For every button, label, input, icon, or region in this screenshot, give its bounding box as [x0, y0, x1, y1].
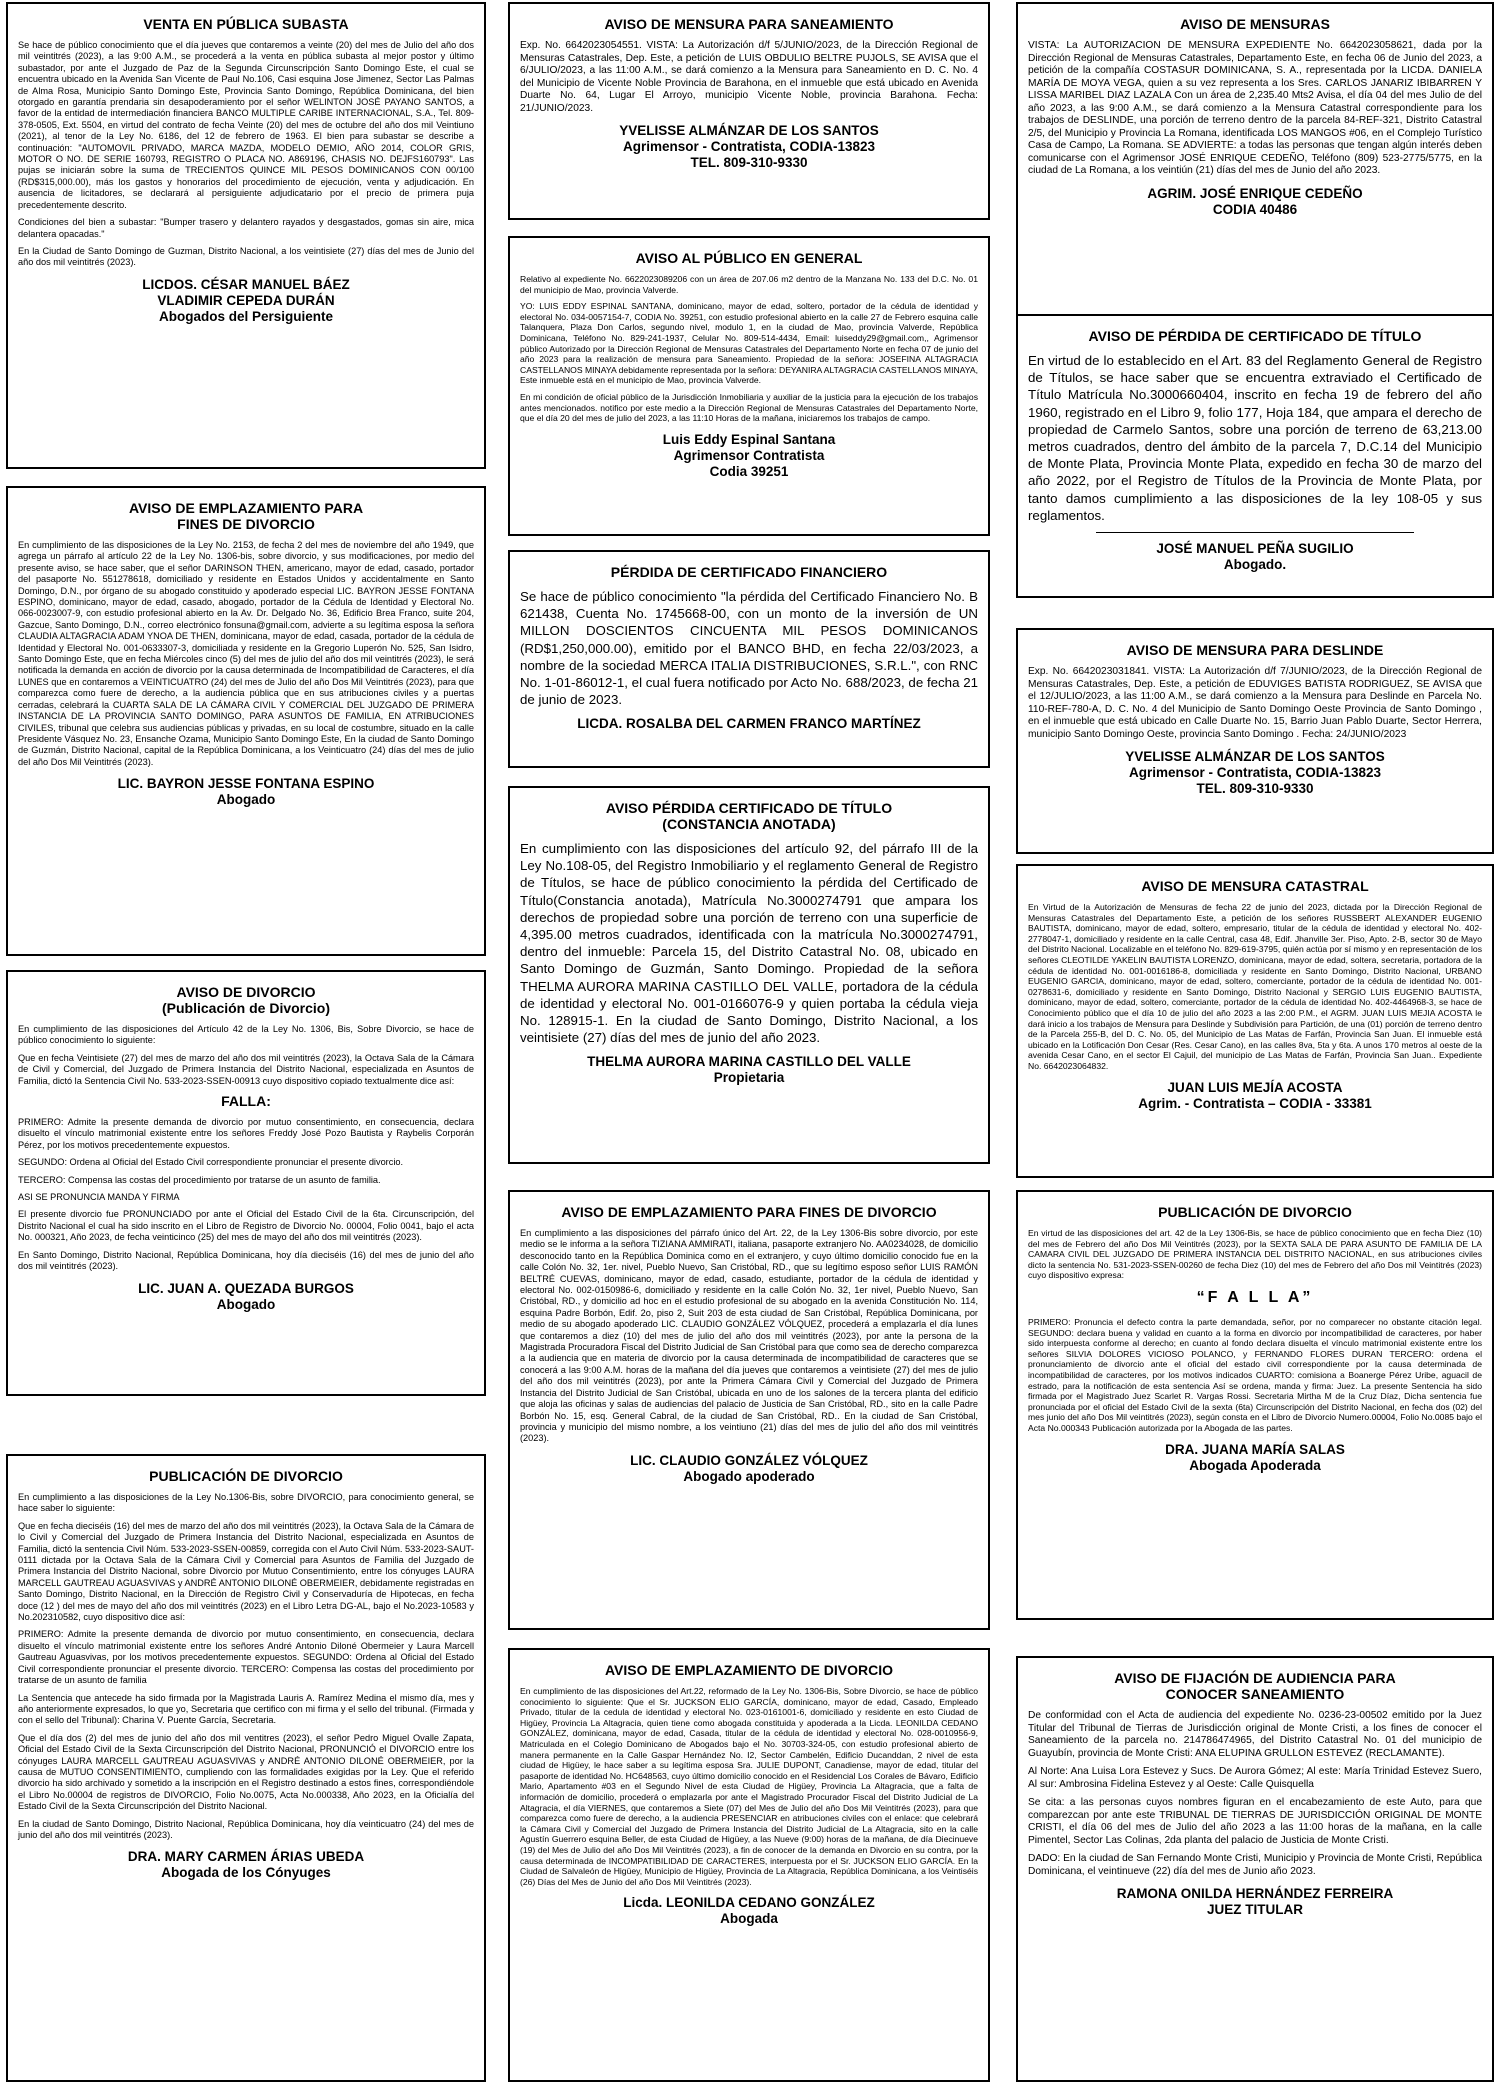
notice-public-auction: [6, 2, 486, 469]
notice-title: AVISO DE MENSURA PARA DESLINDE: [1126, 642, 1384, 658]
notice-paragraph: En cumplimiento a las disposiciones de la Ley No.1306-Bis, sobre DIVORCIO, para conocimiento general, se hace saber lo siguiente:: [18, 1492, 474, 1514]
notice-title: AVISO AL PÚBLICO EN GENERAL: [635, 250, 863, 266]
notice-title: AVISO DE DIVORCIO (Publicación de Divorcio): [161, 984, 331, 1016]
notice-lost-financial-certificate: [508, 550, 990, 768]
notice-paragraph: En cumplimiento de las disposiciones del Artículo 42 de la Ley No. 1306, Bis, Sobre Divorcio, se hace de público conocimiento lo siguiente:: [18, 1024, 474, 1046]
notice-signature: YVELISSE ALMÁNZAR DE LOS SANTOS Agrimensor - Contratista, CODIA-13823 TEL. 809-310-9330: [619, 123, 879, 170]
ruling-heading: FALLA:: [221, 1093, 271, 1110]
notice-survey-deslinde: [1016, 628, 1494, 854]
notice-divorce-summons-1: [6, 486, 486, 956]
notice-hearing-sanitation: [1016, 1656, 1494, 2082]
notice-signature: DRA. JUANA MARÍA SALAS Abogada Apoderada: [1165, 1441, 1345, 1473]
notice-general-public: [508, 236, 990, 536]
notice-paragraph: En cumplimiento con las disposiciones del artículo 92, del párrafo III de la Ley No.108-05, del Registro Inmobiliario y el reglamento General de Registro de Títulos, se hace de público conocimiento la pérdida del Certificado de Título(Constancia anotada), Matrícula No.3000274791 que ampara los derechos de propiedad sobre una porción de terreno con una superficie de 4,395.00 metros cuadrados, identificada con la matrícula No.3000274791, dentro del inmueble: Parcela 15, del Distrito Catastral No. 08, ubicado en Santo Domingo de Guzmán, Santo Domingo. Propiedad de la señora THELMA AURORA MARINA CASTILLO DEL VALLE, portadora de la cédula de identidad y electoral No. 001-0166076-9 y quien portaba la cédula vieja No. 128915-1. En la ciudad de Santo Domingo, Distrito Nacional, a los veintisiete (27) días del mes de junio del año 2023.: [520, 841, 978, 1046]
notice-paragraph: La Sentencia que antecede ha sido firmada por la Magistrada Lauris A. Ramírez Medina el mismo día, mes y año anteriormente expresados, lo que yo, Secretaria que certifico con mi firma y el sello del tribunal. (Firmada y con el sello del Tribunal): Charina V. Puente García, Secretaria.: [18, 1692, 474, 1726]
notice-signature: Licda. LEONILDA CEDANO GONZÁLEZ Abogada: [623, 1895, 875, 1927]
notice-divorce-publication-3: [1016, 1190, 1494, 1620]
notice-paragraph: PRIMERO: Admite la presente demanda de divorcio por mutuo consentimiento, en consecuencia, declara disuelto el vínculo matrimonial existente entre los señores Freddy José Pozo Bautista y Raybelis Corporán Pérez, por los motivos precedentemente expuestos.: [18, 1117, 474, 1150]
notice-divorce-summons-2: [508, 1190, 990, 1630]
notice-signature: THELMA AURORA MARINA CASTILLO DEL VALLE Propietaria: [587, 1054, 911, 1086]
notice-paragraph: TERCERO: Compensa las costas del procedimiento por tratarse de un asunto de familia.: [18, 1174, 381, 1185]
notice-paragraph: DADO: En la ciudad de San Fernando Monte Cristi, Municipio y Provincia de Monte Cristi, República Dominicana, el veintinueve (22) día del mes de Junio año 2023.: [1028, 1853, 1482, 1877]
notice-paragraph: YO: LUIS EDDY ESPINAL SANTANA, dominicano, mayor de edad, soltero, portador de la cédula de identidad y electoral No. 034-0057154-7, CODIA No. 39251, con estudio profesional abierto en la calle 27 de Febrero esquina calle Talanquera, Plaza Don Carlos, segundo nivel, modulo 1, en la ciudad de Mao, provincia Valverde, República Dominicana, Teléfono No. 829-241-1937, Celular No. 809-514-4434, Email: luiseddy29@gmail.com,, Agrimensor público Autorizado por la Dirección Regional de Mensuras Catastrales del Departamento Norte en fecha 07 de junio del año 2023 para la realización de mensura para Saneamiento. Propiedad de la señora: JOSEFINA ALTAGRACIA CASTELLANOS MINAYA debidamente representada por la señora: DEYANIRA ALTAGRACIA CASTELLANOS MINAYA, Este inmueble está en el municipio de Mao, provincia Valverde.: [520, 301, 978, 386]
notice-title: PÉRDIDA DE CERTIFICADO FINANCIERO: [610, 564, 888, 580]
notice-paragraph: Relativo al expediente No. 6622023089206 con un área de 207.06 m2 dentro de la Manzana No. 133 del D.C. No. 01 del municipio de Mao, provincia Valverde.: [520, 274, 978, 295]
notice-title: PUBLICACIÓN DE DIVORCIO: [149, 1468, 343, 1484]
notice-paragraph: Condiciones del bien a subastar: "Bumper trasero y delantero rayados y desgastados, gomas sin aire, mica delantera opacadas.": [18, 217, 474, 239]
ruling-heading: “F A L L A”: [1196, 1288, 1314, 1306]
notice-paragraph: En la ciudad de Santo Domingo, Distrito Nacional, República Dominicana, hoy día veinticuatro (24) del mes de junio del año dos mil veintitrés (2023).: [18, 1818, 474, 1840]
notice-paragraph: En cumplimiento de las disposiciones de la Ley No. 2153, de fecha 2 del mes de noviembre del año 1949, que agrega un párrafo al artículo 22 de la Ley No. 1306-bis, sobre divorcio, y sus modificaciones, por medio del presente aviso, se hace saber, que el señor DARINSON THEN, americano, mayor de edad, casado, portador del pasaporte No. 551278618, domiciliado y residente en Estados Unidos y accidentalmente en Santo Domingo, D.N., por órgano de su abogado constituido y apoderado especial LIC. BAYRON JESSE FONTANA ESPINO, dominicano, mayor de edad, casado, abogado, portador de la Cédula de Identidad y Electoral No. 066-0023007-9, con estudio profesional abierto en la Av. Dr. Delgado No. 36, Edificio Brea Franco, suite 204, Gazcue, Santo Domingo, D.N., correo electrónico fonsuna@gmail.com, advierte a su legítima esposa la señora CLAUDIA ALTAGRACIA ADAM YNOA DE THEN, dominicana, mayor de edad, casada, portador de la cédula de Identidad y Electoral No. 001-0633307-3, domiciliada y residente en la Gregorio Luperón No. 525, San Isidro, Santo Domingo Este, que en fecha Miércoles cinco (5) del mes de julio del año dos mil veintitrés (2023), le será notificada la demanda en acción de divorcio por la causa determinada de Incompatibilidad de Caracteres, el día LUNES que en contaremos a VEINTICUATRO (24) del mes de Julio del año Dos Mil Veintitrés (2023), para que comparezca como fuere de derecho, a la audiencia pública que en sus atribuciones civiles y a puertas cerradas, celebrará la CUARTA SALA DE LA CÁMARA CIVIL Y COMERCIAL DEL JUZGADO DE PRIMERA INSTANCIA DE LA PROVINCIA SANTO DOMINGO, PARA ASUNTOS DE FAMILIA, EN ATRIBUCIONES CIVILES, tribunal que celebra sus audiencias públicas y privadas, en su local de costumbre, situado en la calle Presidente Vásquez No. 23, Ensanche Ozama, Municipio Santo Domingo Este, En la ciudad de Santo Domingo de Guzmán, Distrito Nacional, capital de la República Dominicana, a los Veinticuatro (24) días del mes de julio del año Dos Mil Veintitrés (2023).: [18, 540, 474, 767]
notice-divorce-publication-2: [6, 1454, 486, 2082]
notice-lost-title-certificate: [508, 786, 990, 1164]
notice-paragraph: En mi condición de oficial público de la Jurisdicción Inmobiliaria y auxiliar de la justicia para la ejecución de los trabajos antes mencionados. notifico por este medio a la Dirección Regional de Mensuras Catastrales del Departamento Norte, que el día 20 del mes de julio del 2023, a las 11:10 Horas de la mañana, iniciaremos los trabajos de campo.: [520, 391, 978, 424]
notice-paragraph: PRIMERO: Admite la presente demanda de divorcio por mutuo consentimiento, en consecuencia, declara disuelto el vínculo matrimonial existente entre los señores André Antonio Diloné Obermeier y Laura Marcell Gautreau Aguasvivas, por los motivos precedentemente expuestos. SEGUNDO: Ordena al Oficial del Estado Civil correspondiente pronunciar el presente divorcio. TERCERO: Compensa las costas del procedimiento por tratarse de un asunto de familia: [18, 1629, 474, 1686]
notice-paragraph: ASI SE PRONUNCIA MANDA Y FIRMA: [18, 1192, 180, 1203]
notice-paragraph: En virtud de las disposiciones del art. 42 de la Ley 1306-Bis, se hace de público conocimiento que en fecha Diez (10) del mes de Febrero del año Dos Mil Veintitrés (2023), por la SEXTA SALA DE PARA ASUNTO DE FAMILIA DE LA CAMARA CIVIL DEL JUZGADO DE PRIMERA INSTANCIA DEL DISTRITO NACIONAL, en sus atribuciones civiles dicto la sentencia No. 531-2023-SSEN-00260 de fecha Diez (10) del mes de Febrero del año Dos mil Veintitrés (2023) cuyo dispositivo expresa:: [1028, 1228, 1482, 1281]
notice-cadastral-survey: [1016, 864, 1494, 1178]
notice-title: AVISO PÉRDIDA CERTIFICADO DE TÍTULO (CONSTANCIA ANOTADA): [605, 800, 893, 832]
notice-paragraph: Exp. No. 6642023054551. VISTA: La Autorización d/f 5/JUNIO/2023, de la Dirección Regional de Mensuras Catastrales, Dep. Este, a petición de LUIS OBDULIO BELTRE PUJOLS, SE AVISA que el 6/JULIO/2023, a las 11:00 A.M., se dará comienzo a la Mensura para Saneamiento en D. C. No. 4 del Municipio de Vicente Noble Provincia de Barahona, en el inmueble que está ubicado en Avenida Duarte No. 64, Lugar El Arroyo, municipio Vicente Noble, provincia Barahona. Fecha: 21/JUNIO/2023.: [520, 40, 978, 114]
notice-divorce-summons-3: [508, 1648, 990, 2082]
signature-rule: [1096, 532, 1414, 533]
notice-signature: DRA. MARY CARMEN ÁRIAS UBEDA Abogada de los Cónyuges: [127, 1849, 365, 1881]
notice-lost-title-certificate-2: [1016, 314, 1494, 598]
notice-title: AVISO DE EMPLAZAMIENTO PARA FINES DE DIVORCIO: [128, 500, 364, 532]
notice-paragraph: Que en fecha Veintisiete (27) del mes de marzo del año dos mil veintitrés (2023), la Octava Sala de la Cámara de Civil y Comercial, del Juzgado de Primera Instancia del Distrito Nacional, especializada en Asuntos de Familia, dictó la Sentencia Civil No. 533-2023-SSEN-00913 cuyo dispositivo copiado textualmente dice así:: [18, 1052, 474, 1086]
notice-signature: YVELISSE ALMÁNZAR DE LOS SANTOS Agrimensor - Contratista, CODIA-13823 TEL. 809-310-9330: [1125, 749, 1385, 796]
notice-title: AVISO DE MENSURA PARA SANEAMIENTO: [604, 16, 894, 32]
notice-paragraph: Exp. No. 6642023031841. VISTA: La Autorización d/f 7/JUNIO/2023, de la Dirección Regional de Mensuras Catastrales, Dep. Este, a petición de EDUVIGES BATISTA RODRIGUEZ, SE AVISA que el 12/JULIO/2023, a las 11:00 A.M., se dará comienzo a la Mensura para Deslinde en Parcela No. 110-REF-780-A, D. C. No. 4 del Municipio de Santo Domingo Oeste Provincia de Santo Domingo , en el inmueble que está ubicado en Calle Duarte No. 15, Barrio Juan Pablo Duarte, Sector Herrera, municipio Santo Domingo Oeste, provincia Santo Domingo . Fecha: 24/JUNIO/2023: [1028, 666, 1482, 740]
notice-signature: AGRIM. JOSÉ ENRIQUE CEDEÑO CODIA 40486: [1147, 185, 1363, 217]
notice-paragraph: Que en fecha dieciséis (16) del mes de marzo del año dos mil veintitrés (2023), la Octava Sala de la Cámara de lo Civil y Comercial del Juzgado de Primera Instancia del Distrito Nacional, especializada en Asuntos de Familia, dictó la sentencia Civil Núm. 533-2023-SSEN-00859, corregida con el Auto Civil Núm. 533-2023-SAUT-0111 dictada por la Octava Sala de la Cámara Civil y Comercial para Asuntos de Familia del Juzgado de Primera Instancia del Distrito Nacional, sobre Divorcio por Mutuo Consentimiento, entre los cónyuges LAURA MARCELL GAUTREAU AGUASVIVAS y ANDRÉ ANTONIO DILONÉ OBERMEIER, debidamente registradas en Santo Domingo, Distrito Nacional, en la Dirección de Registro Civil y Conservaduría de Hipotecas, en fecha doce (12 ) del mes de mayo del año dos mil veintitrés (2023) en el Libro Letra DG-AL, bajo el No.2023-10583 y No.202310582, cuyo dispositivo dice así:: [18, 1520, 474, 1623]
notice-signature: LIC. CLAUDIO GONZÁLEZ VÓLQUEZ Abogado apoderado: [630, 1452, 868, 1484]
notice-paragraph: De conformidad con el Acta de audiencia del expediente No. 0236-23-00502 emitido por la Juez Titular del Tribunal de Tierras de Jurisdicción original de Monte Cristi, a los fines de conocer el Saneamiento de la parcela no. 214786474965, del Distrito Catastral No. 01 del municipio de Guayubín, provincia de Monte Cristi: ANA ELUPINA GRULLON ESTEVEZ (RECLAMANTE).: [1028, 1710, 1482, 1759]
notice-surveys: [1016, 2, 1494, 330]
notice-signature: LICDA. ROSALBA DEL CARMEN FRANCO MARTÍNEZ: [577, 716, 921, 732]
notice-paragraph: El presente divorcio fue PRONUNCIADO por ante el Oficial del Estado Civil de la 6ta. Circunscripción, del Distrito Nacional el cual ha sido inscrito en el Libro de Registro de Divorcio No. 00004, Folio 0041, bajo el acta No. 000321, Año 2023, de fecha veinticinco (25) del mes de mayo del año dos mil veintitrés (2023).: [18, 1209, 474, 1243]
notice-paragraph: En Virtud de la Autorización de Mensuras de fecha 22 de junio del 2023, dictada por la Dirección Regional de Mensuras Catastrales del Departamento Este, a petición de los señores RUSSBERT ALEXANDER EUGENIO BAUTISTA, dominicano, mayor de edad, soltero, empresario, titular de la cédula de identidad y electoral No. 402-2778047-1, domiciliado y residente en la calle Central, casa 48, Edif. Jhanville 3er. Piso, Apto. 2-B, sector 30 de Mayo del Distrito Nacional. Localizable en el teléfono No. 829-619-3795, quién actúa por sí mismo y en representación de los señores CLEOTILDE YAKELIN BAUTISTA LORENZO, dominicana, mayor de edad, soltera, secretaria, portadora de la cédula de identidad No. 001-0016186-8, domiciliada y residente en Santo Domingo, Distrito Nacional, URBANO EUGENIO GARCIA, dominicano, mayor de edad, soltero, comerciante, portador de la cédula de identidad No. 001-0278631-6, domiciliado y residente en Santo Domingo, Distrito Nacional y SERGIO LUIS EUGENIO BAUTISTA, dominicano, mayor de edad, soltero, comerciante, portador de la cédula de identidad No. 402-4464968-3, se hace de Conocimiento público que el día 10 de julio del año 2023 a las 2:00 P.M., el AGRM. JUAN LUIS MEJIA ACOSTA le dará inicio a los trabajos de Mensura para Deslinde y Subdivisión para Partición, de una (01) porción de terreno dentro de la Parcela 255-B, del D. C. No. 05, del Municipio de Las Matas de Farfán, Provincia San Juan. El inmueble está ubicado en la Lotificación Don Cesar (Res. Cesar Cano), en las calles 8va, 5ta y 6ta. A unos 170 metros al oeste de la avenida Cesar Cano, en el sector El Cajuil, del municipio de Las Matas de Farfán, Provincia San Juan.. Expediente No. 6642023064832.: [1028, 902, 1482, 1071]
notice-title: AVISO DE MENSURA CATASTRAL: [1141, 878, 1369, 894]
notice-signature: LIC. BAYRON JESSE FONTANA ESPINO Abogado: [117, 776, 375, 808]
notice-title: PUBLICACIÓN DE DIVORCIO: [1158, 1204, 1352, 1220]
notice-paragraph: En la Ciudad de Santo Domingo de Guzman, Distrito Nacional, a los veintisiete (27) días del mes de Junio del año dos mil veintitrés (2023).: [18, 245, 474, 268]
notice-paragraph: En cumplimiento a las disposiciones del párrafo único del Art. 22, de la Ley 1306-Bis sobre divorcio, por este medio se le informa a la señora TIZIANA AMMIRATI, italiana, pasaporte extranjero No. AA0234028, de domicilio desconocido tanto en la República Dominica como en el extranjero, y cuyo último domicilio conocido fue en la calle Colón No. 32, 1er. nivel, Pueblo Nuevo, San Cristóbal, RD., que su legítimo esposo señor LUIS RAMÓN BELTRÉ CUEVAS, dominicano, mayor de edad, casado, estudiante, portador de la cédula de identidad y electoral No. 002-0150986-6, domiciliado y residente en la calle Colón No. 32, 1er nivel, Pueblo Nuevo, San Cristóbal, RD., y domicilio ad hoc en el estudio profesional de su abogado en la avenida Constitución No. 114, esquina Padre Borbón, Edif. 2o, piso 2, Suit 203 de esta ciudad de San Cristóbal, República Dominicana, por medio de su abogado apoderado LIC. CLAUDIO GONZÁLEZ VÓLQUEZ, procederá a emplazarla el día lunes que contaremos a diez (10) del mes de julio del año dos mil veintitrés (2023), por ante la persona de la Magistrada Procuradora Fiscal del Distrito Judicial de San Cristóbal para que como sea de derecho comparezca a la audiencia que en materia de divorcio por la causa determinada de incompatibilidad de caracteres que se conocerá a las 9:00 A.M. horas de la mañana del día jueves que contaremos a veintisiete (27) del mes de julio del año dos mil veintitrés (2023), por ante la Primera Cámara Civil y Comercial del Juzgado de Primera Instancia del Distrito Judicial de San Cristóbal, ubicada en uno de los salones de la tercera planta del edificio que aloja las oficinas y salas de audiencias del palacio de Justicia de San Cristóbal, RD., sito en la calle Padre Borbón No. 15, esq. General Cabral, de la ciudad de San Cristóbal, RD.. En la ciudad de San Cristóbal, provincia y municipio del mismo nombre, a los veintiuno (21) días del mes de julio del año dos mil veintitrés (2023).: [520, 1228, 978, 1444]
notice-paragraph: SEGUNDO: Ordena al Oficial del Estado Civil correspondiente pronunciar el presente divorcio.: [18, 1157, 404, 1168]
notice-survey-sanitation: [508, 2, 990, 220]
notice-title: AVISO DE PÉRDIDA DE CERTIFICADO DE TÍTULO: [1088, 328, 1422, 344]
notice-title: AVISO DE EMPLAZAMIENTO PARA FINES DE DIVORCIO: [561, 1204, 937, 1220]
notice-paragraph: En cumplimiento de las disposiciones del Art.22, reformado de la Ley No. 1306-Bis, Sobre Divorcio, se hace de público conocimiento lo siguiente: Que el Sr. JUCKSON ELIO GARCÍA, dominicano, mayor de edad, Casado, Empleado Privado, titular de la cedula de identidad y electoral No. 023-0161001-6, domiciliado y residente en esto Ciudad de Higüey, Provincia La Altagracia, quien tiene como abogada constituida y apoderada a la Licda. LEONILDA CEDANO GONZÁLEZ, dominicana, mayor de edad, Casada, titular de la cédula de identidad y electoral No. 028-0010956-9, Matriculada en el Colegio Dominicano de Abogados bajo el No. 30703-324-05, con estudio profesional abierto de manera permanente en la Calle Gaspar Hernández No. I2, Sector Cambelén, Edificio Ducanddan, 2 nivel de esta ciudad de Higüey, le hace saber a su legítima esposa Sra. JULIE DUPONT, Canadiense, mayor de edad, titular del pasaporte de identidad No. HC648563, cuyo último domicilio conocido en el Residencial Los Corales de Bávaro, Edificio Mario, Apartamento #03 en el Segundo Nivel de esta Ciudad de Higüey, Provincia La Altagracia, que a falta de información de domicilio, procederá o emplazarla por ante el Magistrado Procurador Fiscal del Distrito Judicial de La Altagracia, el día VIERNES, que contaremos a Siete (07) del Mes de Julio del año Dos Mil Veintitrés (2023), para que comparezca como fuere de derecho, a la audiencia PRESENCIAR en atribuciones civiles con el enlace: que celebrará la Cámara Civil y Comercial del Juzgado de Primera Instancia del Distrito Judicial de La Altagracia, sito en la calle Agustín Guerrero esquina Beller, de esta Ciudad de Higüey, a las Nueve (9:00) horas de la mañana, de día Diecinueve (19) del Mes de Julio del año Dos Mil Veintitrés (2023), a fin de conocer de la demanda en Divorcio en su contra, por la causa determinada de INCOMPATIBILIDAD DE CARACTERES, interpuesta por el Sr. JUCKSON ELIO GARCÍA. En la Ciudad de Salvaleón de Higüey, Municipio de Higüey, Provincia de La Altagracia, República Dominicana, a los Veintiséis (26) Días del Mes de Junio del año Dos Mil Veintitrés (2023).: [520, 1686, 978, 1887]
notice-signature: JOSÉ MANUEL PEÑA SUGILIO Abogado.: [1156, 541, 1354, 573]
notice-signature: JUAN LUIS MEJÍA ACOSTA Agrim. - Contratista – CODIA - 33381: [1138, 1079, 1372, 1111]
notice-divorce-publication-1: [6, 970, 486, 1396]
notice-paragraph: Que el día dos (2) del mes de junio del año dos mil ventitres (2023), el señor Pedro Miguel Ovalle Zapata, Oficial del Estado Civil de la Sexta Circunscripción del Distrito Nacional, PRONUNCIÓ el DIVORCIO entre los cónyuges LAURA MARCELL GAUTREAU AGUASVIVAS y ANDRÉ ANTONIO DILONÉ OBERMEIER, por la causa de MUTUO CONSENTIMIENTO, cumpliendo con las formalidades exigidas por la Ley. Que el referido divorcio ha sido archivado y sometido a la inscripción en el Registro destinado a estos fines, correspondiéndole el Libro No.00004 de registros de DIVORCIO, Folio No.0075, Acta No.000338, Año 2023, en la Oficialía del Estado Civil de la Sexta Circunscripción del Distrito Nacional.: [18, 1732, 474, 1812]
notice-paragraph: Al Norte: Ana Luisa Lora Estevez y Sucs. De Aurora Gómez; Al este: María Trinidad Estevez Suero, Al sur: Ambrosina Fidelina Estevez y al Oeste: Calle Quisquella: [1028, 1766, 1482, 1790]
notice-title: AVISO DE MENSURAS: [1180, 16, 1330, 32]
notice-signature: LIC. JUAN A. QUEZADA BURGOS Abogado: [138, 1280, 354, 1312]
notice-signature: LICDOS. CÉSAR MANUEL BÁEZ VLADIMIR CEPEDA DURÁN Abogados del Persiguiente: [142, 276, 350, 324]
notice-paragraph: En Santo Domingo, Distrito Nacional, República Dominicana, hoy día dieciséis (16) del mes de junio del año dos mil veintitrés (2023).: [18, 1249, 474, 1272]
notice-paragraph: Se cita: a las personas cuyos nombres figuran en el encabezamiento de este Auto, para que comparezcan por ante este TRIBUNAL DE TIERRAS DE JURISDICCIÓN ORIGINAL DE MONTE CRISTI, el día 06 del mes de Julio del año 2023 a las 11:00 horas de la mañana, en la calle Pimentel, Sector Las Colinas, 2da planta del palacio de Justicia de Monte Cristi.: [1028, 1797, 1482, 1846]
notice-title: VENTA EN PÚBLICA SUBASTA: [143, 16, 349, 32]
notice-signature: Luis Eddy Espinal Santana Agrimensor Contratista Codia 39251: [662, 431, 836, 479]
notice-paragraph: Se hace de público conocimiento que el día jueves que contaremos a veinte (20) del mes de Julio del año dos mil veintitrés (2023), a las 9:00 A.M., se procederá a la venta en pública subasta al mejor postor y último subastador, por ante el Juzgado de Paz de la Segunda Circunscripción Santo Domingo Este, el cual se encuentra ubicado en la Avenida San Vicente de Paul No.106, Casi esquina Jose Jimenez, Sector Las Palmas de Alma Rosa, Municipio Santo Domingo Este, Provincia Santo Domingo, República Dominicana, del bien otorgado en garantía prendaria sin desapoderamiento por el señor WELINTON JOSÉ PAYANO SANTOS, a favor de la entidad de intermediación financiera BANCO MULTIPLE CARIBE INTERNACIONAL, S.A., Tel. 809-378-0505, Ext. 5504, en virtud del contrato de fecha Veinte (20) del mes de octubre del año dos mil Veintiuno (2021), al tenor de la Ley No. 6186, del 12 de febrero de 1963. El bien para subastar se describe a continuación: "AUTOMOVIL PRIVADO, MARCA MAZDA, MODELO DEMIO, AÑO 2014, COLOR GRIS, MOTOR O NO. DE SERIE 160793, REGISTRO O PLACA NO. A869196, CHASIS NO. DEJFS160793". Las pujas se iniciarán sobre la suma de TRECIENTOS QUINCE MIL PESOS DOMINICANOS CON 00/100 (RD$315,000.00), más los gastos y honorarios del procedimiento de ejecución, venta y adjudicación. En ausencia de licitadores, se declarará al persiguiente adjudicatario por el precio de primera puja precedentemente descrito.: [18, 40, 474, 210]
notice-title: AVISO DE EMPLAZAMIENTO DE DIVORCIO: [604, 1662, 894, 1678]
notice-paragraph: En virtud de lo establecido en el Art. 83 del Reglamento General de Registro de Títulos, se hace saber que se encuentra extraviado el Certificado de Título Matrícula No.3000660404, inscrito en fecha 19 de febrero del año 1960, registrado en el Libro 9, folio 177, Hoja 184, que ampara el derecho de propiedad de Carmelo Santos, sobre una porción de terreno de 63,213.00 metros cuadrados, dentro del ámbito de la parcela 7, D.C.14 del Municipio de Monte Plata, Provincia Monte Plata, expedido en fecha 30 de marzo del año 2022, por el Registro de Títulos de la Provincia de Monte Plata, por tanto damos cumplimiento a las disposiciones de la ley 108-05 y sus reglamentos.: [1028, 353, 1482, 523]
notice-signature: RAMONA ONILDA HERNÁNDEZ FERREIRA JUEZ TITULAR: [1116, 1886, 1394, 1917]
notice-paragraph: VISTA: La AUTORIZACION DE MENSURA EXPEDIENTE No. 6642023058621, dada por la Dirección Regional de Mensuras Catastrales, Departamento Este, en fecha 06 de Junio del 2023, a petición de la compañía COSTASUR DOMINICANA, S. A., representada por la LICDA. DANIELA MARÍA DE MOYA VEGA, quien a su vez representa a los Sres. CARLOS JANARIZ IBIBARREN Y LISSA MARIBEL DIAZ LAZALA Con un área de 2,235.40 Mts2 Avisa, el día 04 del mes Julio de del año 2023, a las 9:00 A.M., se dará comienzo a la Mensura Catastral correspondiente para los trabajos de DESLINDE, una porción de terreno dentro de la parcela 84-REF-321, Distrito Catastral 2/5, del Municipio y Provincia La Romana, identificada LOS MANGOS #06, en el Complejo Turístico Casa de Campo, La Romana. SE ADVIERTE: a todas las personas que tengan algún interés deben comunicarse con el Agrimensor JOSÉ ENRIQUE CEDEÑO, Teléfono (809) 523-2775/5775, en la ciudad de La Romana, a los veintiún (21) días del mes de Junio del año 2023.: [1028, 40, 1482, 176]
notice-paragraph: PRIMERO: Pronuncia el defecto contra la parte demandada, señor, por no comparecer no obstante citación legal. SEGUNDO: declara buena y validad en cuanto a la forma en divorcio por incompatibilidad de caracteres, por haber sido interpuesta conforme al derecho; en cuanto al fondo declara disuelta el vínculo matrimonial existente entre los señores SILVIA DOLORES VICIOSO POLANCO, y FERNANDO FLORES DURAN TERCERO: ordena el pronunciamiento de divorcio ante el oficial del estado civil correspondiente por la causa determinada de incompatibilidad de caracteres, por los motivos indicados CUARTO: comisiona a Boanerge Pérez Uribe, aguacil de estrado, para la notificación de esta sentencia Así se ordena, manda y firma: Juez. La presente Sentencia ha sido firmada por el Magistrado Juez Scarlet R. Vargas Rossi. Secretaria Mirtha M de la Cruz Díaz, Dicha sentencia fue pronunciada por el oficial del Estado Civil de la sexta (6ta) Circunscripción del Distrito Nacional, en fecha dos (02) del mes junio del año Dos Mil veintitrés (2023), según consta en el Libro de Divorcio Numero.00004, Folio No.0085 bajo el Acta No.000343 Publicación autorizada por la Abogada de las partes.: [1028, 1316, 1482, 1433]
notice-title: AVISO DE FIJACIÓN DE AUDIENCIA PARA CONOCER SANEAMIENTO: [1114, 1670, 1396, 1702]
notice-paragraph: Se hace de público conocimiento "la pérdida del Certificado Financiero No. B 621438, Cuenta No. 1745668-00, con un monto de la inversión de UN MILLON DOSCIENTOS CINCUENTA MIL PESOS DOMINICANOS (RD$1,250,000.00), emitido por el BANCO BHD, en fecha 22/03/2023, a nombre de la sociedad MERCA ITALIA DISTRIBUCIONES, S.R.L.", con RNC No. 1-01-86012-1, el cual fuera notificado por Acto No. 688/2023, de fecha 21 de junio de 2023.: [520, 589, 978, 708]
